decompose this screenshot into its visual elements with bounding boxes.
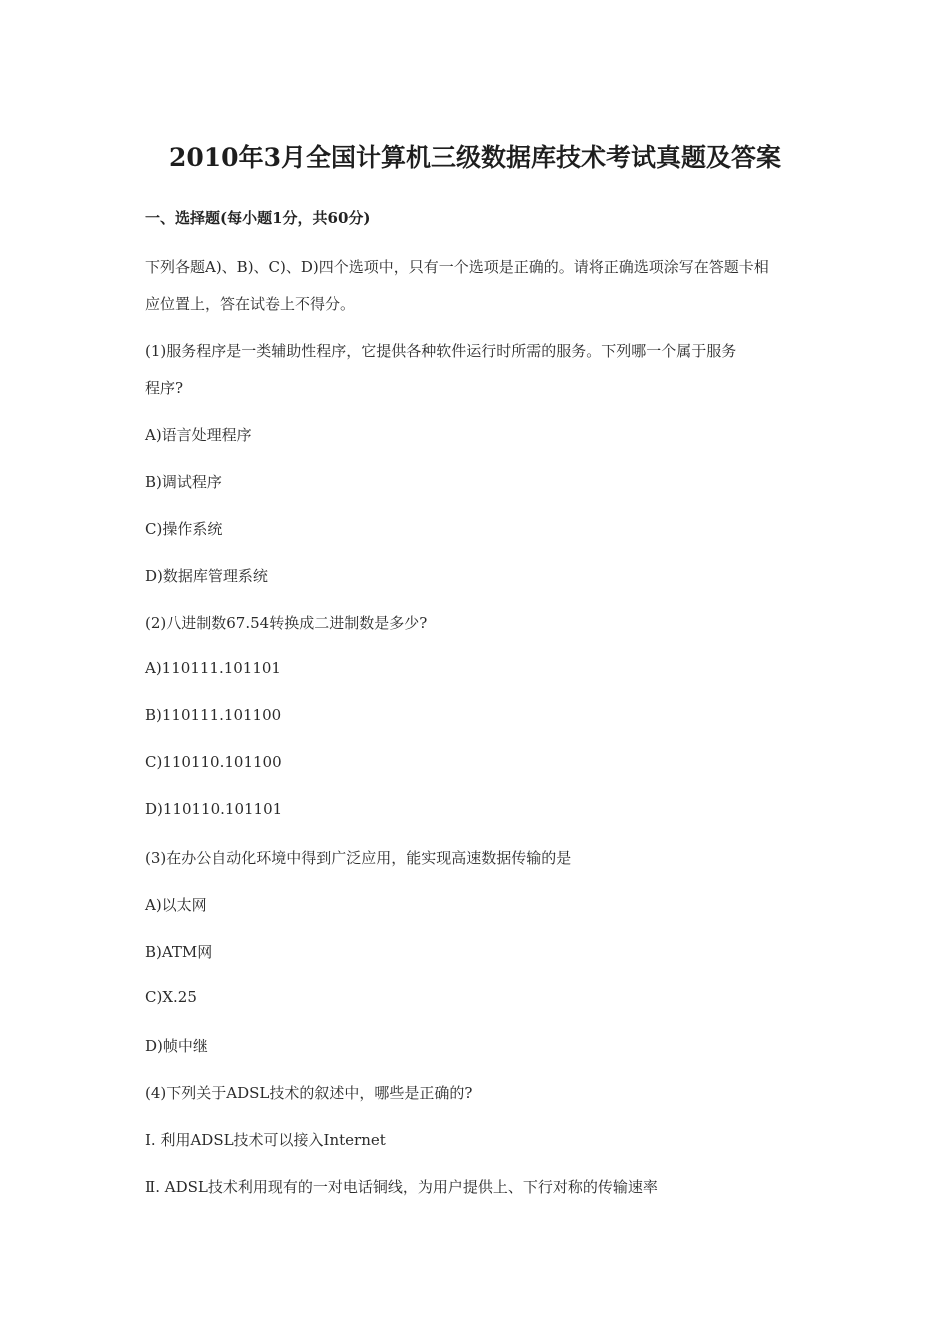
q2-option-b: B)110111.101100 [145, 706, 282, 724]
q2-option-c: C)110110.101100 [145, 753, 282, 771]
q1-stem-line-2: 程序? [145, 379, 184, 397]
q4-stem: (4)下列关于ADSL技术的叙述中，哪些是正确的? [145, 1084, 473, 1102]
instruction-line-2: 应位置上，答在试卷上不得分。 [145, 295, 356, 313]
q3-stem: (3)在办公自动化环境中得到广泛应用，能实现高速数据传输的是 [145, 849, 572, 867]
q4-statement-1: Ⅰ. 利用ADSL技术可以接入Internet [145, 1131, 386, 1149]
q1-option-c: C)操作系统 [145, 520, 223, 538]
q3-option-b: B)ATM网 [145, 943, 213, 961]
q3-option-a: A)以太网 [145, 896, 207, 914]
instruction-line-1: 下列各题A)、B)、C)、D)四个选项中，只有一个选项是正确的。请将正确选项涂写在答题卡相 [145, 258, 769, 276]
section-heading: 一、选择题(每小题1分，共60分) [145, 209, 371, 227]
q2-option-a: A)110111.101101 [145, 659, 281, 677]
q2-stem: (2)八进制数67.54转换成二进制数是多少? [145, 614, 428, 632]
document-title: 2010年3月全国计算机三级数据库技术考试真题及答案 [169, 143, 781, 172]
q1-option-d: D)数据库管理系统 [145, 567, 268, 585]
q1-option-b: B)调试程序 [145, 473, 222, 491]
q2-option-d: D)110110.101101 [145, 800, 283, 818]
q3-option-d: D)帧中继 [145, 1037, 208, 1055]
q4-statement-2: Ⅱ. ADSL技术利用现有的一对电话铜线，为用户提供上、下行对称的传输速率 [145, 1178, 658, 1196]
q1-stem-line-1: (1)服务程序是一类辅助性程序，它提供各种软件运行时所需的服务。下列哪一个属于服务 [145, 342, 737, 360]
q1-option-a: A)语言处理程序 [145, 426, 252, 444]
q3-option-c: C)X.25 [145, 988, 197, 1006]
